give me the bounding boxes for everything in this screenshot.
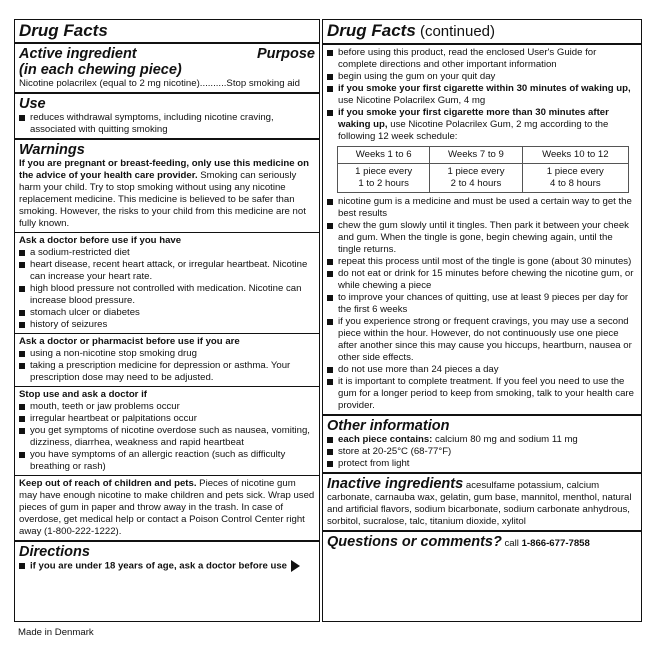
questions-section	[323, 530, 641, 552]
made-in-label: Made in Denmark	[18, 627, 94, 638]
active-ingredient-section	[15, 44, 319, 92]
list-item: stomach ulcer or diabetes	[19, 307, 315, 319]
ask-doctor-section	[15, 232, 319, 333]
list-item: repeat this process until most of the tingle is gone (about 30 minutes)	[327, 256, 637, 268]
list-item: if you smoke your first cigarette within 30 minutes of waking up, use Nicotine Polacrilex Gum, 4 mg	[327, 83, 637, 107]
list-item: using a non-nicotine stop smoking drug	[19, 348, 315, 360]
continue-arrow-icon	[291, 560, 300, 572]
pregnancy-warning-detail: Smoking can seriously harm your child. Try to stop smoking without using any nicotine replacement medicine. This medicine is believed to be safer than smoking. However, the risks to your child from this medicine are not fully known.	[19, 170, 306, 229]
drug-facts-title: Drug Facts	[15, 20, 319, 44]
ask-pharmacist-heading: Ask a doctor or pharmacist before use if you are	[19, 336, 240, 347]
inactive-ingredients-text: acesulfame potassium, calcium carbonate, carnauba wax, gelatin, gum base, mannitol, menthol, natural and artificial flavors, sodium bicarbonate, sodium carbonate anhydrous, sorbitol, sucralose, talc, titanium dioxide, xylitol	[327, 480, 632, 527]
directions-heading: Directions	[19, 544, 90, 560]
use-heading: Use	[19, 96, 46, 112]
inactive-ingredients-heading: Inactive ingredients	[327, 476, 464, 492]
warnings-heading: Warnings	[19, 142, 85, 158]
list-item: mouth, teeth or jaw problems occur	[19, 401, 315, 413]
directions-item	[19, 560, 315, 573]
list-item: history of seizures	[19, 319, 315, 331]
list-item: heart disease, recent heart attack, or irregular heartbeat. Nicotine can increase your heart rate.	[19, 259, 315, 283]
keep-out-heading: Keep out of reach of children and pets.	[19, 478, 197, 489]
table-cell: 1 piece every 2 to 4 hours	[430, 164, 522, 193]
drug-facts-continued-title	[323, 20, 641, 45]
warnings-text	[19, 158, 315, 230]
use-item: reduces withdrawal symptoms, including nicotine craving, associated with quitting smoking	[19, 112, 315, 136]
ask-pharmacist-section	[15, 333, 319, 386]
list-item: if you experience strong or frequent cravings, you may use a second piece within the hour. However, do not continuously use one piece after another since this may cause you hiccups, heartburn, nausea or other side effects.	[327, 316, 637, 364]
list-item: begin using the gum on your quit day	[327, 71, 637, 83]
questions-heading: Questions or comments?	[327, 534, 502, 550]
inactive-ingredients-section	[323, 472, 641, 530]
list-item: it is important to complete treatment. If you feel you need to use the gum for a longer period to keep from smoking, talk to your health care provider.	[327, 376, 637, 412]
list-item: before using this product, read the enclosed User's Guide for complete directions and other important information	[327, 47, 637, 71]
table-cell: 1 piece every 1 to 2 hours	[338, 164, 430, 193]
other-information-section	[323, 414, 641, 472]
list-item: high blood pressure not controlled with medication. Nicotine can increase blood pressure.	[19, 283, 315, 307]
list-item: irregular heartbeat or palpitations occur	[19, 413, 315, 425]
list-item: if you smoke your first cigarette more than 30 minutes after waking up, use Nicotine Polacrilex Gum, 2 mg according to the following 12 week schedule:	[327, 107, 637, 143]
table-header-cell: Weeks 7 to 9	[430, 147, 522, 164]
table-row	[338, 164, 629, 193]
table-header-row	[338, 147, 629, 164]
warnings-section	[15, 138, 319, 232]
continued-label: (continued)	[415, 23, 496, 40]
list-item: store at 20-25°C (68-77°F)	[327, 446, 637, 458]
drug-facts-title-right: Drug Facts	[327, 21, 416, 40]
phone-number: 1-866-677-7858	[521, 538, 590, 549]
drug-facts-panel-left	[14, 19, 320, 622]
list-item: to improve your chances of quitting, use at least 9 pieces per day for the first 6 weeks	[327, 292, 637, 316]
list-item: chew the gum slowly until it tingles. Then park it between your cheek and gum. When the tingle is gone, begin chewing again, until the tingle returns.	[327, 220, 637, 256]
other-information-heading: Other information	[327, 418, 450, 434]
list-item: nicotine gum is a medicine and must be used a certain way to get the best results	[327, 196, 637, 220]
directions-item-text: if you are under 18 years of age, ask a doctor before use	[30, 560, 287, 572]
directions-continued-section	[323, 45, 641, 414]
purpose-heading: Purpose	[256, 46, 315, 62]
list-item: protect from light	[327, 458, 637, 470]
list-item: you get symptoms of nicotine overdose such as nausea, vomiting, dizziness, diarrhea, weakness and rapid heartbeat	[19, 425, 315, 449]
active-ingredient-heading: Active ingredient	[19, 46, 137, 62]
table-header-cell: Weeks 1 to 6	[338, 147, 430, 164]
list-item: you have symptoms of an allergic reaction (such as difficulty breathing or rash)	[19, 449, 315, 473]
drug-facts-panel-right	[322, 19, 642, 622]
stop-use-section	[15, 386, 319, 475]
active-ingredient-line: Nicotine polacrilex (equal to 2 mg nicotine)..........Stop smoking aid	[19, 78, 301, 89]
questions-call-label: call	[501, 538, 522, 549]
directions-section	[15, 540, 319, 575]
active-ingredient-subheading: (in each chewing piece)	[19, 62, 182, 78]
list-item: taking a prescription medicine for depression or asthma. Your prescription dose may need to be adjusted.	[19, 360, 315, 384]
ask-doctor-heading: Ask a doctor before use if you have	[19, 235, 182, 246]
keep-out-text: Pieces of nicotine gum may have enough nicotine to make children and pets sick. Wrap used pieces of gum in paper and throw away in the trash. In case of overdose, get medical help or contact a Poison Control Center right away (1-800-222-1222).	[19, 478, 315, 537]
dosing-schedule-table	[337, 146, 629, 193]
pregnancy-warning: If you are pregnant or breast-feeding, only use this medicine on the advice of your health care provider.	[19, 158, 309, 181]
use-section	[15, 92, 319, 138]
stop-use-heading: Stop use and ask a doctor if	[19, 389, 147, 400]
table-cell: 1 piece every 4 to 8 hours	[522, 164, 628, 193]
list-item: a sodium-restricted diet	[19, 247, 315, 259]
list-item: do not eat or drink for 15 minutes before chewing the nicotine gum, or while chewing a piece	[327, 268, 637, 292]
keep-out-section	[15, 475, 319, 540]
list-item: each piece contains: calcium 80 mg and sodium 11 mg	[327, 434, 637, 446]
list-item: do not use more than 24 pieces a day	[327, 364, 637, 376]
table-header-cell: Weeks 10 to 12	[522, 147, 628, 164]
